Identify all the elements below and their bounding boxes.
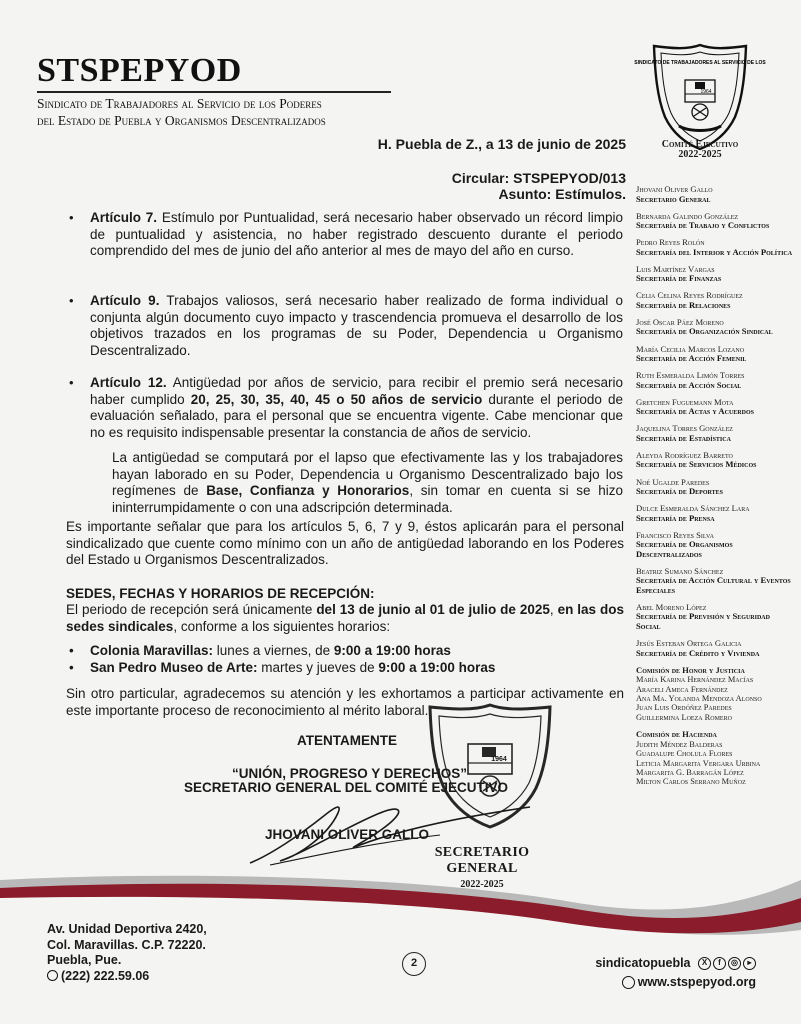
commission-member: Ana Ma. Yolanda Mendoza Alonso — [636, 694, 762, 703]
member-role: Secretaría de Acción Social — [636, 379, 742, 390]
closing-paragraph: Sin otro particular, agradecemos su atención y les exhortamos a participar activamente en este importante proceso de reconocimiento al mérito laboral. — [66, 686, 624, 718]
committee-member — [636, 478, 796, 497]
phone-number: (222) 222.59.06 — [61, 968, 150, 983]
letter-date: H. Puebla de Z., a 13 de junio de 2025 — [377, 136, 626, 152]
committee-member — [636, 345, 796, 364]
commission-member: Margarita G. Barragán López — [636, 768, 744, 778]
committee-member — [636, 504, 796, 523]
bullet-icon: • — [69, 660, 74, 675]
page-number: 2 — [402, 952, 426, 976]
brand-title: STSPEPYOD — [37, 52, 242, 89]
member-role: Secretaría de Organización Sindical — [636, 326, 773, 337]
member-role: Secretaría de Previsión y Seguridad Social — [636, 611, 770, 631]
globe-icon — [622, 976, 635, 989]
sedes-intro — [66, 602, 624, 635]
important-paragraph: Es importante señalar que para los artículos 5, 6, 7 y 9, éstos aplicarán para el personal sindicalizado que cuente como mínimo con un año de antigüedad laborando en los Poderes del Estado u Organismos Descentralizados. — [66, 519, 624, 567]
article-label: Artículo 12. — [90, 375, 167, 390]
antiguedad-regimes: Base, Confianza y Honorarios — [206, 483, 410, 498]
comite-line2: 2022-2025 — [678, 149, 722, 160]
facebook-icon[interactable]: f — [713, 957, 726, 970]
article-text: Antigüedad por años de servicio, para recibir el premio será necesario haber cumplido — [90, 375, 623, 407]
commission-member: Juan Luis Ordóñez Paredes — [636, 703, 732, 713]
committee-member — [636, 424, 796, 443]
circular-number: Circular: STSPEPYOD/013 — [451, 170, 626, 186]
committee-member — [636, 212, 796, 231]
article-text: Estímulo por Puntualidad, será necesario haber observado un récord limpio de puntualidad y asistencia, no haber registrado descuento durante el periodo comprendido del mes de junio del año anterior al mes de mayo del año en curso. — [90, 210, 623, 258]
instagram-icon[interactable]: ◎ — [728, 957, 741, 970]
social-icons — [698, 957, 756, 970]
article-text: durante el periodo de evaluación señalado, para el personal que se encuentra vigente. Cabe mencionar que no es requisito indispensable presentar la constancia de años de servicio. — [90, 391, 623, 440]
member-name: Francisco Reyes Silva — [636, 529, 714, 540]
committee-member — [636, 603, 796, 632]
member-name: Bernarda Galindo González — [636, 210, 739, 221]
signature-motto: “UNIÓN, PROGRESO Y DERECHOS” — [232, 766, 468, 781]
comite-line1: Comité Ejecutivo — [661, 139, 739, 150]
commission — [636, 730, 796, 787]
schedule-days: martes y jueves de — [257, 660, 379, 675]
member-role: Secretaría del Interior y Acción Política — [636, 246, 793, 257]
commission — [636, 666, 796, 723]
committee-member — [636, 639, 796, 658]
member-role: Secretaría de Deportes — [636, 486, 723, 497]
signature-role: SECRETARIO GENERAL DEL COMITÉ EJECUTIVO — [184, 780, 509, 795]
article-label: Artículo 7. — [90, 210, 158, 225]
committee-member — [636, 398, 796, 417]
schedule-item — [69, 643, 451, 660]
commission-title: Comisión de Hacienda — [636, 729, 717, 740]
commission-title: Comisión de Honor y Justicia — [636, 664, 745, 675]
sedes-venues: en las dos sedes sindicales — [66, 602, 624, 634]
member-name: Luis Martínez Vargas — [636, 263, 715, 274]
member-role: Secretaría de Acción Femenil — [636, 353, 747, 364]
schedule-item — [69, 660, 496, 677]
executive-committee-list — [636, 185, 796, 795]
member-role: Secretaría de Organismos Descentralizados — [636, 539, 733, 559]
member-name: María Cecilia Marcos Lozano — [636, 343, 745, 354]
stamp-year: 1964 — [491, 756, 507, 763]
member-name: José Oscar Páez Moreno — [636, 316, 724, 327]
youtube-icon[interactable]: ▸ — [743, 957, 756, 970]
article-7 — [69, 210, 623, 260]
committee-member — [636, 291, 796, 310]
article-text: Trabajos valiosos, será necesario haber realizado de forma individual o conjunta algún documento cuyo impacto y trascendencia promueva el desarrollo de los objetivos trazados en los programas de su Poder, Dependencia u Organismo Descentralizado. — [90, 293, 623, 358]
antiguedad-text: , sin tomar en cuenta si se hizo ininterrumpidamente o con una adscripción determinada. — [112, 483, 623, 515]
member-name: Aleyda Rodríguez Barreto — [636, 449, 733, 460]
schedule-hours: 9:00 a 19:00 horas — [378, 660, 496, 675]
brand-divider — [37, 91, 391, 93]
committee-member — [636, 371, 796, 390]
whatsapp-icon — [47, 970, 58, 981]
brand-subtitle-line1: Sindicato de Trabajadores al Servicio de los Poderes — [37, 96, 322, 111]
sedes-intro-text: El periodo de recepción será únicamente — [66, 602, 317, 617]
seal-top-text: SINDICATO DE TRABAJADORES AL SERVICIO DE LOS — [634, 60, 766, 66]
bullet-icon: • — [69, 210, 74, 225]
address-line: Av. Unidad Deportiva 2420, — [47, 922, 207, 936]
footer-phone — [47, 969, 207, 985]
member-role: Secretaría de Actas y Acuerdos — [636, 406, 754, 417]
brand-subtitle — [37, 95, 407, 129]
sedes-intro-text: , — [549, 602, 558, 617]
committee-member — [636, 567, 796, 596]
antiguedad-paragraph — [112, 450, 623, 516]
comite-ejecutivo — [634, 140, 766, 160]
bullet-icon: • — [69, 643, 74, 658]
commission-member: Guadalupe Cholula Flores — [636, 749, 733, 759]
commission-member: Guillermina Loeza Romero — [636, 712, 732, 722]
article-label: Artículo 9. — [90, 293, 160, 308]
member-role: Secretaría de Finanzas — [636, 273, 722, 284]
committee-member — [636, 185, 796, 204]
social-handle: sindicatopuebla — [595, 956, 691, 970]
letter-subject: Asunto: Estímulos. — [498, 186, 626, 202]
committee-member — [636, 318, 796, 337]
committee-member — [636, 265, 796, 284]
member-role: Secretaría de Servicios Médicos — [636, 459, 757, 470]
stamp-years: 2022-2025 — [460, 879, 504, 890]
article-9 — [69, 293, 623, 359]
website-row — [595, 973, 756, 992]
sedes-period: del 13 de junio al 01 de julio de 2025 — [316, 602, 550, 617]
article-years: 20, 25, 30, 35, 40, 45 o 50 años de servicio — [190, 391, 483, 407]
member-role: Secretaría de Relaciones — [636, 299, 731, 310]
commission-member: Araceli Ameca Fernández — [636, 684, 728, 694]
article-12 — [69, 375, 623, 441]
sedes-title: SEDES, FECHAS Y HORARIOS DE RECEPCIÓN: — [66, 586, 375, 601]
committee-member — [636, 238, 796, 257]
member-role: Secretario General — [636, 193, 711, 204]
member-name: Dulce Esmeralda Sánchez Lara — [636, 503, 750, 514]
schedule-place: Colonia Maravillas: — [90, 643, 214, 658]
seal-year: 1964 — [700, 89, 712, 95]
committee-member — [636, 531, 796, 560]
footer-social — [595, 954, 756, 992]
commission-member: Milton Carlos Serrano Muñoz — [636, 777, 746, 787]
x-icon[interactable]: X — [698, 957, 711, 970]
member-name: Abel Moreno López — [636, 601, 707, 612]
schedule-hours: 9:00 a 19:00 horas — [333, 643, 451, 658]
member-name: Beatriz Sumano Sánchez — [636, 565, 724, 576]
address-line: Puebla, Pue. — [47, 953, 122, 967]
stamp-title: SECRETARIO GENERAL — [434, 845, 530, 876]
member-role: Secretaría de Trabajo y Conflictos — [636, 220, 770, 231]
member-name: Noé Ugalde Paredes — [636, 476, 710, 487]
member-role: Secretaría de Crédito y Vivienda — [636, 647, 760, 658]
antiguedad-text: La antigüedad se computará por el lapso que efectivamente las y los trabajadores hayan laborado en su Poder, Dependencia u Organismo Descentralizado bajo los regímenes de — [112, 450, 623, 498]
signer-name: JHOVANI OLIVER GALLO — [265, 827, 430, 842]
schedule-days: lunes a viernes, de — [213, 643, 334, 658]
member-name: Gretchen Fuguemann Mota — [636, 396, 734, 407]
member-name: Jhovani Oliver Gallo — [636, 184, 713, 194]
commission-member: Leticia Margarita Vergara Urbina — [636, 758, 761, 768]
member-name: Jaquelina Torres González — [636, 423, 733, 434]
member-name: Celia Celina Reyes Rodríguez — [636, 290, 743, 301]
website-link[interactable]: www.stspepyod.org — [637, 975, 756, 989]
committee-member — [636, 451, 796, 470]
union-seal-icon — [634, 42, 766, 152]
atentamente: ATENTAMENTE — [297, 733, 397, 748]
bullet-icon: • — [69, 293, 74, 308]
commission-member: María Karina Hernández Macías — [636, 675, 754, 685]
member-name: Ruth Esmeralda Limón Torres — [636, 370, 745, 381]
member-name: Jesús Esteban Ortega Galicia — [636, 638, 742, 648]
member-name: Pedro Reyes Rolón — [636, 237, 705, 248]
schedule-place: San Pedro Museo de Arte: — [90, 660, 258, 675]
brand — [37, 52, 242, 90]
social-row — [595, 954, 756, 973]
brand-subtitle-line2: del Estado de Puebla y Organismos Descentralizados — [37, 113, 326, 128]
address-line: Col. Maravillas. C.P. 72220. — [47, 937, 206, 952]
commission-member: Judith Méndez Balderas — [636, 739, 723, 749]
member-role: Secretaría de Acción Cultural y Eventos Especiales — [636, 575, 791, 595]
member-role: Secretaría de Prensa — [636, 512, 715, 523]
footer-address — [47, 922, 207, 984]
bullet-icon: • — [69, 375, 74, 390]
sedes-intro-text: , conforme a los siguientes horarios: — [173, 618, 391, 634]
member-role: Secretaría de Estadística — [636, 432, 731, 443]
